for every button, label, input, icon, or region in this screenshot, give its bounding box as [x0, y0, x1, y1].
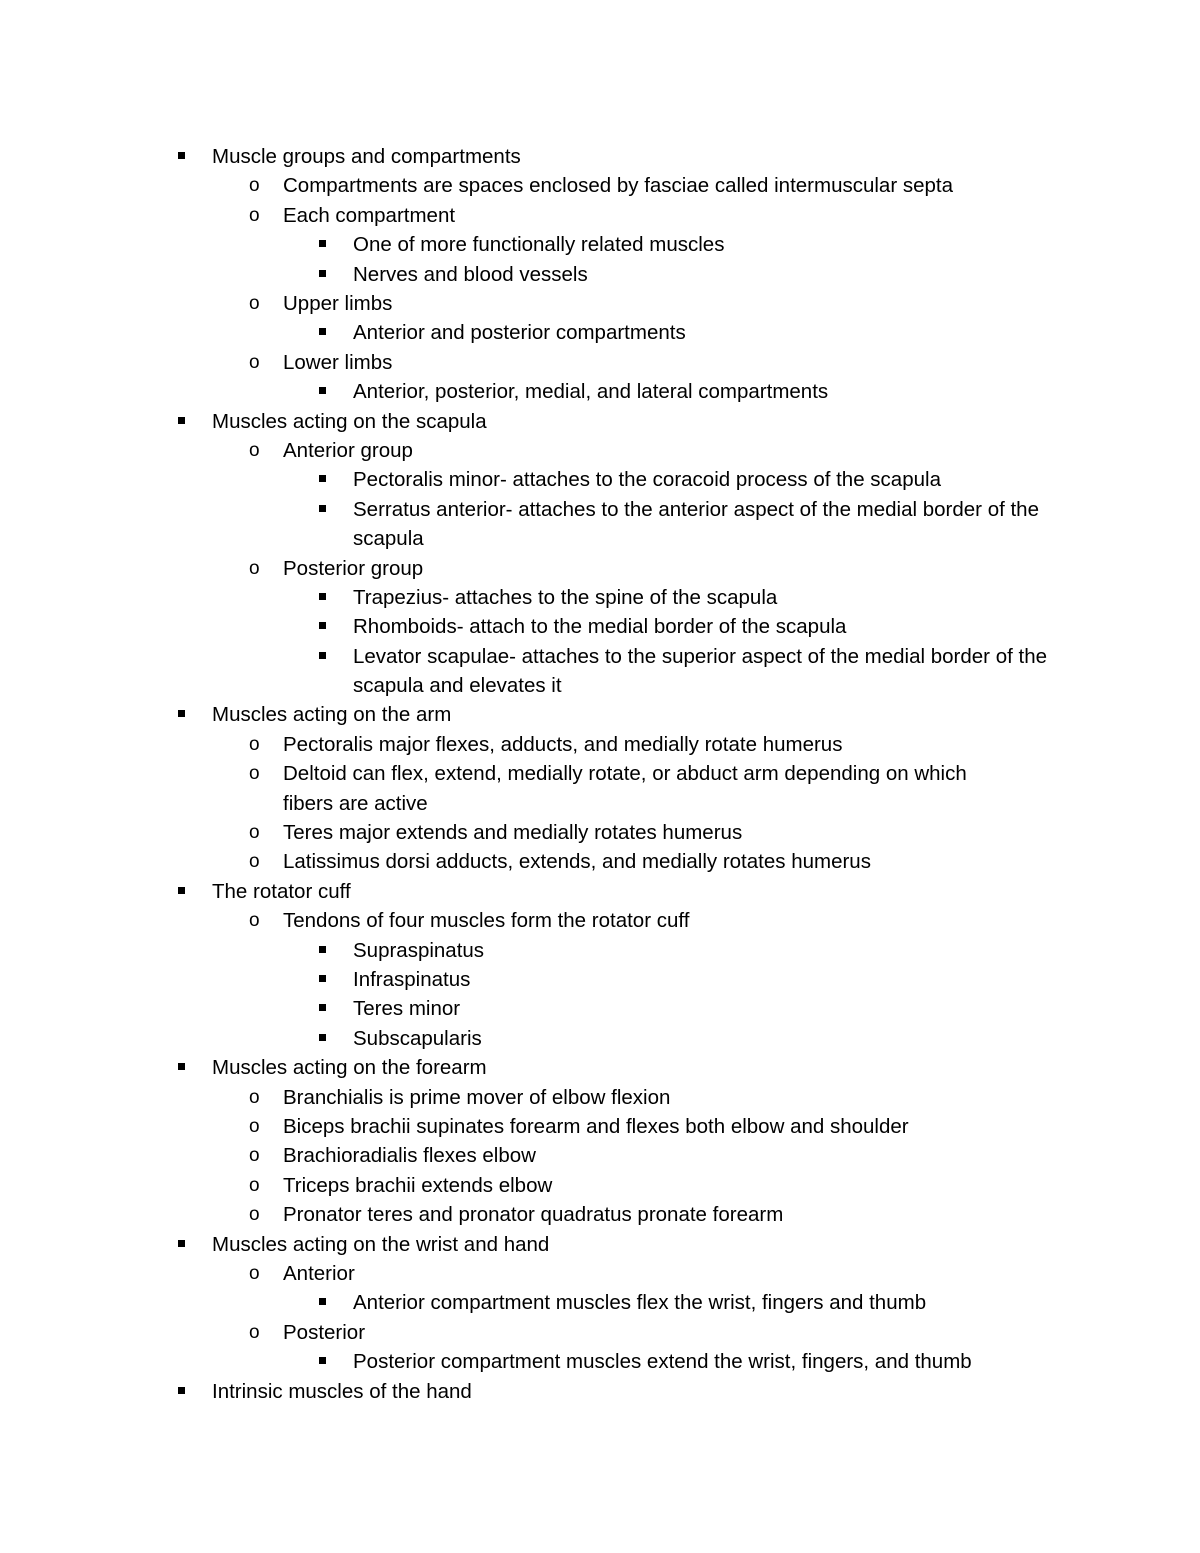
outline-subsubitem-text: One of more functionally related muscles [353, 233, 725, 257]
outline-subitem [0, 1083, 1200, 1112]
circle-bullet-icon: o [249, 822, 260, 844]
outline-item [0, 700, 1200, 729]
square-bullet-icon [178, 1063, 185, 1070]
square-bullet-icon [178, 1387, 185, 1394]
square-bullet-icon [178, 1240, 185, 1247]
outline-subitem-text: Tendons of four muscles form the rotator cuff [283, 909, 690, 933]
outline-item-text: Muscle groups and compartments [212, 145, 521, 168]
outline-subsubitem [0, 1347, 1200, 1376]
outline-subitem [0, 436, 1200, 465]
square-bullet-icon [319, 505, 326, 512]
square-bullet-icon [319, 1004, 326, 1011]
outline-subitem-text: Deltoid can flex, extend, medially rotate, or abduct arm depending on which fibers are active [283, 762, 967, 815]
outline-subitem-text: Upper limbs [283, 291, 393, 315]
outline-subitem-text: Pronator teres and pronator quadratus pronate forearm [283, 1203, 784, 1227]
circle-bullet-icon: o [249, 763, 260, 785]
outline-subsubitem [0, 994, 1200, 1023]
square-bullet-icon [319, 475, 326, 482]
outline-subsubitem-text: Supraspinatus [353, 938, 485, 962]
outline-item [0, 1230, 1200, 1259]
outline-subitem [0, 1112, 1200, 1141]
outline-item-text: Muscles acting on the wrist and hand [212, 1232, 550, 1256]
outline-subsubitem [0, 612, 1200, 641]
square-bullet-icon [319, 1034, 326, 1041]
outline-subitem [0, 1318, 1200, 1347]
square-bullet-icon [319, 622, 326, 629]
outline-item-text: Muscles acting on the scapula [212, 409, 487, 433]
outline-subsubitem-text: Subscapularis [353, 1026, 482, 1050]
circle-bullet-icon: o [249, 557, 260, 579]
outline-subitem-text: Biceps brachii supinates forearm and flexes both elbow and shoulder [283, 1114, 909, 1138]
square-bullet-icon [319, 387, 326, 394]
outline-subsubitem-text: Pectoralis minor- attaches to the coracoid process of the scapula [353, 468, 941, 492]
outline-subitem [0, 1171, 1200, 1200]
circle-bullet-icon: o [249, 351, 260, 373]
outline-subitem [0, 1200, 1200, 1229]
outline-subsubitem [0, 495, 1200, 554]
circle-bullet-icon: o [249, 851, 260, 873]
outline-subitem [0, 201, 1200, 230]
square-bullet-icon [319, 240, 326, 247]
outline-subitem-text: Compartments are spaces enclosed by fasciae called intermuscular septa [283, 174, 953, 198]
outline-subitem [0, 906, 1200, 935]
square-bullet-icon [319, 1298, 326, 1305]
outline-subitem-text: Branchialis is prime mover of elbow flexion [283, 1085, 671, 1109]
outline-subsubitem [0, 377, 1200, 406]
outline-subsubitem [0, 1024, 1200, 1053]
outline-subsubitem-text: Trapezius- attaches to the spine of the scapula [353, 585, 778, 609]
outline-subitem-text: Anterior group [283, 438, 413, 462]
outline-item [0, 142, 1200, 171]
outline-subitem-text: Triceps brachii extends elbow [283, 1173, 553, 1197]
outline-subitem [0, 348, 1200, 377]
outline-item [0, 1053, 1200, 1082]
outline-subsubitem-text: Posterior compartment muscles extend the wrist, fingers, and thumb [353, 1350, 972, 1374]
outline-subsubitem [0, 318, 1200, 347]
circle-bullet-icon: o [249, 1115, 260, 1137]
outline-subsubitem-text: Levator scapulae- attaches to the superior aspect of the medial border of the scapula and elevates it [353, 644, 1047, 698]
outline-subitem [0, 1259, 1200, 1288]
outline-subitem [0, 759, 1200, 818]
outline-subitem [0, 171, 1200, 200]
outline-subsubitem [0, 1288, 1200, 1317]
document-page [0, 142, 1200, 1406]
outline-subsubitem-text: Teres minor [353, 997, 461, 1021]
outline-subsubitem-text: Anterior and posterior compartments [353, 321, 686, 345]
outline-subsubitem-text: Nerves and blood vessels [353, 262, 588, 286]
outline-subitem-text: Anterior [283, 1261, 355, 1285]
outline-subsubitem [0, 936, 1200, 965]
outline-subsubitem [0, 642, 1200, 701]
square-bullet-icon [319, 946, 326, 953]
circle-bullet-icon: o [249, 439, 260, 461]
outline-item [0, 407, 1200, 436]
circle-bullet-icon: o [249, 1204, 260, 1226]
square-bullet-icon [319, 593, 326, 600]
square-bullet-icon [319, 652, 326, 659]
square-bullet-icon [178, 152, 185, 159]
circle-bullet-icon: o [249, 1174, 260, 1196]
circle-bullet-icon: o [249, 733, 260, 755]
outline-subitem [0, 1141, 1200, 1170]
circle-bullet-icon: o [249, 910, 260, 932]
circle-bullet-icon: o [249, 1145, 260, 1167]
outline-subsubitem [0, 465, 1200, 494]
circle-bullet-icon: o [249, 175, 260, 197]
outline-subitem [0, 554, 1200, 583]
square-bullet-icon [178, 710, 185, 717]
square-bullet-icon [319, 1357, 326, 1364]
outline-subsubitem [0, 260, 1200, 289]
outline-subitem-text: Posterior group [283, 556, 424, 580]
outline-subitem [0, 818, 1200, 847]
circle-bullet-icon: o [249, 292, 260, 314]
outline-subsubitem [0, 583, 1200, 612]
outline-item-text: Muscles acting on the arm [212, 703, 452, 727]
outline-subitem-text: Brachioradialis flexes elbow [283, 1144, 536, 1168]
outline-item [0, 877, 1200, 906]
square-bullet-icon [319, 270, 326, 277]
outline-subitem [0, 730, 1200, 759]
square-bullet-icon [178, 417, 185, 424]
outline-item-text: Intrinsic muscles of the hand [212, 1379, 472, 1403]
outline-subitem-text: Pectoralis major flexes, adducts, and medially rotate humerus [283, 732, 843, 756]
outline-item [0, 1377, 1200, 1406]
outline-subitem-text: Each compartment [283, 203, 456, 227]
circle-bullet-icon: o [249, 1262, 260, 1284]
square-bullet-icon [319, 328, 326, 335]
square-bullet-icon [319, 975, 326, 982]
outline-subsubitem [0, 965, 1200, 994]
circle-bullet-icon: o [249, 1086, 260, 1108]
outline-subsubitem-text: Serratus anterior- attaches to the anterior aspect of the medial border of the scapula [353, 497, 1039, 551]
outline-subsubitem-text: Infraspinatus [353, 968, 471, 992]
circle-bullet-icon: o [249, 1321, 260, 1343]
outline-item-text: The rotator cuff [212, 879, 351, 903]
outline-subsubitem-text: Rhomboids- attach to the medial border of the scapula [353, 615, 847, 639]
outline-item-text: Muscles acting on the forearm [212, 1056, 487, 1080]
outline-subsubitem-text: Anterior, posterior, medial, and lateral compartments [353, 380, 829, 404]
outline-subsubitem [0, 230, 1200, 259]
outline-subsubitem-text: Anterior compartment muscles flex the wrist, fingers and thumb [353, 1291, 927, 1315]
circle-bullet-icon: o [249, 204, 260, 226]
outline-subitem-text: Teres major extends and medially rotates humerus [283, 821, 743, 845]
outline-subitem [0, 847, 1200, 876]
outline-subitem-text: Lower limbs [283, 350, 393, 374]
outline-subitem-text: Posterior [283, 1320, 366, 1344]
outline-subitem [0, 289, 1200, 318]
square-bullet-icon [178, 887, 185, 894]
outline-subitem-text: Latissimus dorsi adducts, extends, and medially rotates humerus [283, 850, 871, 874]
